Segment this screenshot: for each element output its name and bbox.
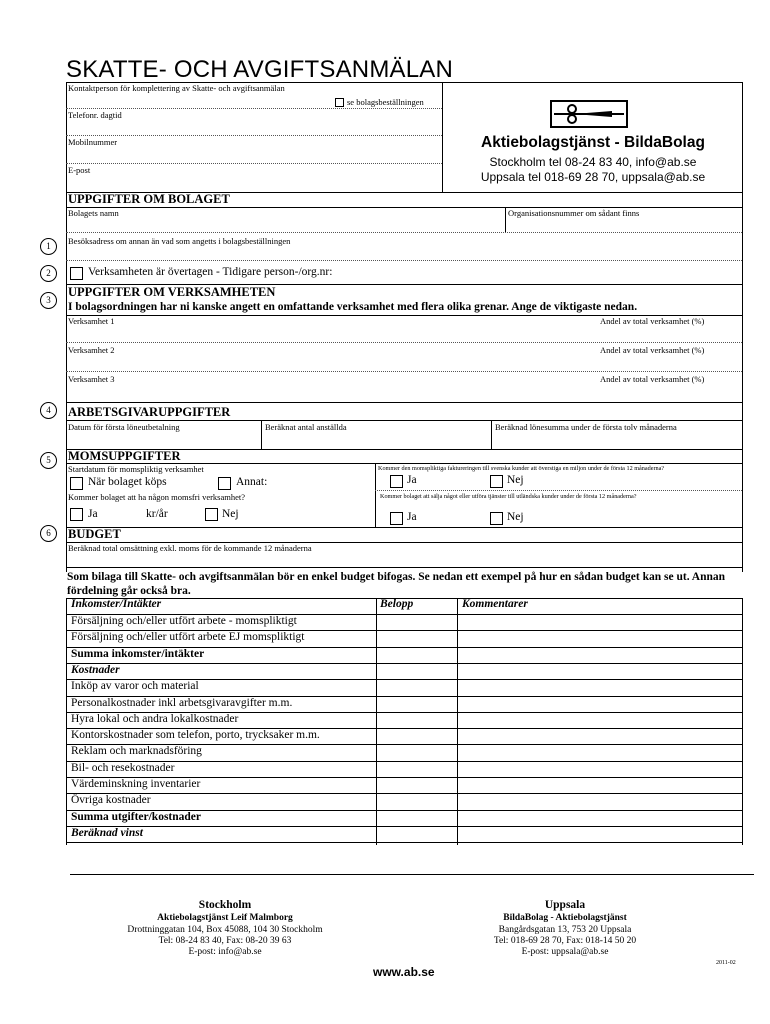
budget-comment-cell[interactable]: [458, 663, 741, 679]
footer-upps-address: Bangårdsgatan 13, 753 20 Uppsala: [498, 925, 632, 935]
budget-col-amount: Belopp: [380, 598, 414, 610]
business-row-1-label: Verksamhet 1: [68, 316, 115, 326]
budget-comment-cell[interactable]: [458, 793, 741, 809]
exempt-no-label: Nej: [222, 508, 239, 520]
email-label: E-post: [68, 165, 91, 175]
company-uppsala: Uppsala tel 018-69 28 70, uppsala@ab.se: [480, 170, 706, 184]
budget-amount-cell[interactable]: [377, 630, 456, 646]
company-name: Aktiebolagstjänst - BildaBolag: [481, 134, 705, 151]
footer-sthlm-city: Stockholm: [198, 899, 252, 911]
company-stockholm: Stockholm tel 08-24 83 40, info@ab.se: [489, 155, 697, 169]
when-bought-checkbox[interactable]: [70, 477, 83, 490]
footer-upps-name: BildaBolag - Aktiebolagstjänst: [503, 913, 627, 923]
visit-address-label: Besöksadress om annan än vad som angetts i bolagsbeställningen: [68, 236, 291, 246]
budget-row-label: Försäljning och/eller utfört arbete - momspliktigt: [71, 615, 297, 627]
taken-over-checkbox[interactable]: [70, 267, 83, 280]
marker-1: 1: [40, 238, 57, 255]
budget-comment-cell[interactable]: [458, 696, 741, 712]
other-checkbox[interactable]: [218, 477, 231, 490]
budget-amount-cell[interactable]: [377, 728, 456, 744]
budget-amount-cell[interactable]: [377, 761, 456, 777]
budget-amount-cell[interactable]: [377, 744, 456, 760]
budget-row-label: Värdeminskning inventarier: [71, 778, 201, 790]
budget-amount-cell[interactable]: [377, 810, 456, 826]
budget-comment-cell[interactable]: [458, 777, 741, 793]
company-name-label: Bolagets namn: [68, 208, 119, 218]
budget-col-comment: Kommentarer: [462, 598, 528, 610]
budget-row-label: Beräknad vinst: [71, 826, 143, 839]
orgnr-label: Organisationsnummer om sådant finns: [508, 208, 640, 218]
budget-amount-cell[interactable]: [377, 679, 456, 695]
budget-amount-cell[interactable]: [377, 663, 456, 679]
budget-amount-cell[interactable]: [377, 712, 456, 728]
budget-comment-cell[interactable]: [458, 614, 741, 630]
budget-comment-cell[interactable]: [458, 761, 741, 777]
marker-5: 5: [40, 452, 57, 469]
q2-yes-checkbox[interactable]: [390, 512, 403, 525]
footer-upps-city: Uppsala: [544, 899, 586, 911]
budget-row-label: Summa utgifter/kostnader: [71, 810, 202, 823]
budget-row-label: Övriga kostnader: [71, 794, 151, 807]
phone-day-label: Telefonr. dagtid: [68, 110, 122, 120]
mobile-label: Mobilnummer: [68, 137, 118, 147]
first-salary-label: Datum för första löneutbetalning: [68, 422, 180, 432]
footer-sthlm-phone: Tel: 08-24 83 40, Fax: 08-20 39 63: [158, 936, 292, 946]
budget-heading: BUDGET: [68, 527, 121, 541]
budget-comment-cell[interactable]: [458, 810, 741, 826]
business-row-2-label: Verksamhet 2: [68, 345, 115, 355]
see-order-checkbox[interactable]: [335, 98, 344, 107]
budget-row-label: Bil- och resekostnader: [71, 761, 175, 774]
budget-row-label: Kontorskostnader som telefon, porto, trycksaker m.m.: [71, 729, 320, 742]
budget-col-income: Inkomster/Intäkter: [71, 598, 162, 610]
employees-label: Beräknat antal anställda: [265, 422, 347, 432]
company-heading: UPPGIFTER OM BOLAGET: [68, 192, 230, 206]
budget-comment-cell[interactable]: [458, 679, 741, 695]
budget-amount-cell[interactable]: [377, 614, 456, 630]
per-year-label: kr/år: [146, 508, 168, 520]
footer-sthlm-address: Drottninggatan 104, Box 45088, 104 30 Stockholm: [127, 925, 323, 935]
marker-2: 2: [40, 265, 57, 282]
budget-table-bottom: [66, 842, 742, 843]
contact-person-label: Kontaktperson för komplettering av Skatte- och avgiftsanmälan: [68, 83, 285, 93]
vat-start-label: Startdatum för momspliktig verksamhet: [68, 464, 204, 474]
website-link[interactable]: www.ab.se: [373, 965, 435, 979]
when-bought-label: När bolaget köps: [88, 476, 167, 488]
marker-3: 3: [40, 292, 57, 309]
budget-comment-cell[interactable]: [458, 712, 741, 728]
business-subheading: I bolagsordningen har ni kanske angett en omfattande verksamhet med flera olika grenar. Ange de viktigaste nedan.: [68, 301, 638, 313]
budget-row-label: Försäljning och/eller utfört arbete EJ momspliktigt: [71, 631, 305, 644]
footer-upps-phone: Tel: 018-69 28 70, Fax: 018-14 50 20: [493, 936, 637, 946]
budget-row-label: Summa inkomster/intäkter: [71, 647, 205, 660]
business-row-2-share: Andel av total verksamhet (%): [600, 345, 705, 355]
q2-yes-label: Ja: [407, 511, 417, 523]
salary-sum-label: Beräknad lönesumma under de första tolv månaderna: [495, 422, 677, 432]
business-row-1-share: Andel av total verksamhet (%): [600, 316, 705, 326]
exempt-no-checkbox[interactable]: [205, 508, 218, 521]
q1-yes-label: Ja: [407, 474, 417, 486]
budget-amount-cell[interactable]: [377, 793, 456, 809]
q1-yes-checkbox[interactable]: [390, 475, 403, 488]
exempt-yes-label: Ja: [88, 508, 98, 520]
budget-amount-cell[interactable]: [377, 826, 456, 842]
budget-row-label: Inköp av varor och material: [71, 680, 199, 693]
marker-4: 4: [40, 402, 57, 419]
q1-no-label: Nej: [507, 474, 524, 486]
budget-amount-cell[interactable]: [377, 647, 456, 663]
vat-heading: MOMSUPPGIFTER: [68, 449, 181, 463]
budget-row-label: Personalkostnader inkl arbetsgivaravgifter m.m.: [71, 696, 293, 709]
business-heading: UPPGIFTER OM VERKSAMHETEN: [68, 285, 276, 299]
footer-upps-email: E-post: uppsala@ab.se: [521, 947, 609, 957]
q2-no-label: Nej: [507, 511, 524, 523]
footer-sthlm-email: E-post: info@ab.se: [188, 947, 262, 957]
vat-exempt-question: Kommer bolaget att ha någon momsfri verksamhet?: [68, 492, 246, 502]
q2-no-checkbox[interactable]: [490, 512, 503, 525]
business-row-3-share: Andel av total verksamhet (%): [600, 374, 705, 384]
budget-amount-cell[interactable]: [377, 777, 456, 793]
marker-6: 6: [40, 525, 57, 542]
budget-comment-cell[interactable]: [458, 630, 741, 646]
budget-row-label: Kostnader: [71, 663, 120, 676]
budget-comment-cell[interactable]: [458, 826, 741, 842]
budget-row-label: Hyra lokal och andra lokalkostnader: [71, 712, 239, 725]
company-logo: [550, 100, 628, 128]
budget-comment-cell[interactable]: [458, 744, 741, 760]
q1-no-checkbox[interactable]: [490, 475, 503, 488]
budget-intro: Som bilaga till Skatte- och avgiftsanmälan bör en enkel budget bifogas. Se nedan ett exempel på hur en sådan budget kan se ut. Annan fördelning går också bra.: [67, 571, 726, 597]
budget-comment-cell[interactable]: [458, 647, 741, 663]
exempt-yes-checkbox[interactable]: [70, 508, 83, 521]
budget-comment-cell[interactable]: [458, 728, 741, 744]
turnover-label: Beräknad total omsättning exkl. moms för de kommande 12 månaderna: [68, 543, 312, 553]
other-label: Annat:: [236, 476, 268, 488]
budget-amount-cell[interactable]: [377, 696, 456, 712]
business-row-3-label: Verksamhet 3: [68, 374, 115, 384]
budget-row-label: Reklam och marknadsföring: [71, 745, 202, 758]
version-label: 2011-02: [716, 960, 736, 966]
see-order-label: se bolagsbeställningen: [347, 97, 424, 107]
footer-sthlm-name: Aktiebolagstjänst Leif Malmborg: [157, 913, 293, 923]
taken-over-label: Verksamheten är övertagen - Tidigare person-/org.nr:: [88, 266, 333, 278]
vat-question-1: Kommer den momspliktiga faktureringen till svenska kunder att överstiga en miljon under de första 12 månaderna?: [378, 465, 665, 472]
vat-question-2: Kommer bolaget att sälja något eller utföra tjänster till utländska kunder under de första 12 månaderna?: [380, 493, 637, 500]
employer-heading: ARBETSGIVARUPPGIFTER: [68, 405, 231, 419]
form-title: SKATTE- OCH AVGIFTSANMÄLAN: [66, 56, 454, 83]
